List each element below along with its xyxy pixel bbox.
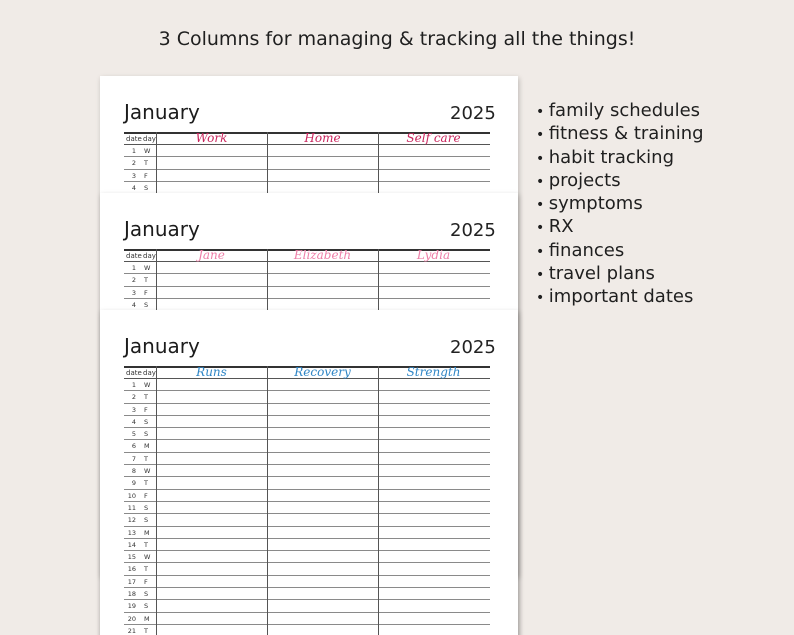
day-cell: T (144, 454, 148, 463)
feature-item: • symptoms (536, 193, 704, 216)
day-cell: T (144, 565, 148, 574)
day-cell: F (144, 491, 148, 500)
feature-item: • fitness & training (536, 123, 704, 146)
day-cell: S (144, 417, 149, 426)
table-row (124, 502, 490, 514)
column-divider (267, 366, 268, 635)
day-cell: S (144, 430, 149, 439)
table-row (124, 527, 490, 539)
table-row (124, 391, 490, 403)
date-cell: 2 (131, 276, 136, 285)
table-header (124, 366, 490, 379)
table-row (124, 613, 490, 625)
table-row (124, 416, 490, 428)
date-cell: 11 (127, 503, 136, 512)
date-cell: 3 (131, 288, 136, 297)
column-divider (378, 132, 379, 194)
year-label: 2025 (450, 220, 496, 241)
table-row (124, 576, 490, 588)
day-cell: W (144, 264, 151, 272)
day-cell: W (144, 147, 151, 155)
feature-item: • RX (536, 216, 704, 239)
column-divider (267, 132, 268, 194)
table-row (124, 170, 490, 182)
table-row (124, 262, 490, 274)
feature-list (536, 100, 704, 310)
date-cell: 4 (131, 417, 136, 426)
day-rows (124, 379, 490, 635)
day-header: day (143, 135, 156, 143)
column-divider (267, 249, 268, 311)
column-heading: Elizabeth (293, 248, 352, 262)
table-row (124, 600, 490, 612)
date-cell: 19 (127, 602, 136, 611)
date-cell: 4 (131, 183, 136, 192)
date-cell: 16 (127, 565, 136, 574)
day-cell: M (144, 442, 150, 451)
day-cell: S (144, 516, 149, 525)
day-cell: T (144, 540, 148, 549)
column-divider (378, 366, 379, 635)
day-header: day (143, 369, 156, 377)
date-cell: 12 (127, 516, 136, 525)
date-header: date (126, 252, 142, 260)
column-heading: Jane (198, 248, 225, 262)
day-cell: S (144, 183, 149, 192)
date-cell: 20 (127, 614, 136, 623)
table-row (124, 428, 490, 440)
table-row (124, 477, 490, 489)
date-cell: 9 (131, 479, 136, 488)
date-cell: 15 (127, 553, 136, 562)
year-label: 2025 (450, 337, 496, 358)
day-cell: S (144, 590, 149, 599)
date-cell: 5 (131, 430, 136, 439)
day-cell: F (144, 577, 148, 586)
planner-sheet-3 (100, 310, 518, 635)
date-cell: 8 (131, 467, 136, 476)
feature-item: • family schedules (536, 100, 704, 123)
day-cell: F (144, 288, 148, 297)
date-cell: 3 (131, 171, 136, 180)
column-heading: Home (304, 131, 341, 145)
month-title: January (124, 334, 200, 358)
date-cell: 18 (127, 590, 136, 599)
column-divider (156, 249, 157, 311)
table-row (124, 588, 490, 600)
date-cell: 10 (127, 491, 136, 500)
column-heading: Work (195, 131, 228, 145)
column-heading: Strength (406, 365, 461, 379)
day-cell: T (144, 479, 148, 488)
table-row (124, 539, 490, 551)
day-cell: S (144, 602, 149, 611)
day-cell: S (144, 503, 149, 512)
day-cell: W (144, 467, 151, 476)
table-row (124, 404, 490, 416)
date-cell: 14 (127, 540, 136, 549)
day-header: day (143, 252, 156, 260)
date-cell: 7 (131, 454, 136, 463)
table-header (124, 249, 490, 262)
feature-item: • projects (536, 170, 704, 193)
day-cell: T (144, 276, 148, 285)
table-row (124, 453, 490, 465)
day-rows (124, 145, 490, 194)
table-row (124, 563, 490, 575)
date-cell: 6 (131, 442, 136, 451)
column-heading: Recovery (294, 365, 351, 379)
table-row (124, 490, 490, 502)
feature-item: • finances (536, 240, 704, 263)
table-row (124, 287, 490, 299)
table-row (124, 379, 490, 391)
column-heading: Runs (196, 365, 227, 379)
feature-item: • habit tracking (536, 147, 704, 170)
day-cell: W (144, 381, 151, 389)
table-row (124, 625, 490, 635)
column-divider (156, 132, 157, 194)
column-divider (378, 249, 379, 311)
month-title: January (124, 217, 200, 241)
day-cell: S (144, 300, 149, 309)
date-cell: 2 (131, 393, 136, 402)
day-cell: T (144, 393, 148, 402)
date-cell: 4 (131, 300, 136, 309)
year-label: 2025 (450, 103, 496, 124)
table-row (124, 145, 490, 157)
day-cell: T (144, 626, 148, 635)
tracker-table (124, 132, 490, 194)
date-header: date (126, 369, 142, 377)
column-heading: Lydia (416, 248, 451, 262)
table-row (124, 551, 490, 563)
day-cell: M (144, 614, 150, 623)
feature-item: • important dates (536, 286, 704, 309)
column-divider (156, 366, 157, 635)
date-cell: 17 (127, 577, 136, 586)
table-header (124, 132, 490, 145)
date-cell: 13 (127, 528, 136, 537)
day-cell: F (144, 405, 148, 414)
table-row (124, 465, 490, 477)
table-row (124, 440, 490, 452)
table-row (124, 514, 490, 526)
day-rows (124, 262, 490, 311)
tracker-table (124, 249, 490, 311)
tracker-table (124, 366, 490, 635)
date-cell: 1 (131, 381, 136, 389)
table-row (124, 274, 490, 286)
headline: 3 Columns for managing & tracking all the things! (158, 28, 636, 50)
date-header: date (126, 135, 142, 143)
day-cell: T (144, 159, 148, 168)
month-title: January (124, 100, 200, 124)
column-heading: Self care (406, 131, 461, 145)
day-cell: W (144, 553, 151, 562)
date-cell: 21 (127, 626, 136, 635)
date-cell: 2 (131, 159, 136, 168)
date-cell: 3 (131, 405, 136, 414)
table-row (124, 157, 490, 169)
feature-item: • travel plans (536, 263, 704, 286)
date-cell: 1 (131, 147, 136, 155)
date-cell: 1 (131, 264, 136, 272)
day-cell: M (144, 528, 150, 537)
day-cell: F (144, 171, 148, 180)
